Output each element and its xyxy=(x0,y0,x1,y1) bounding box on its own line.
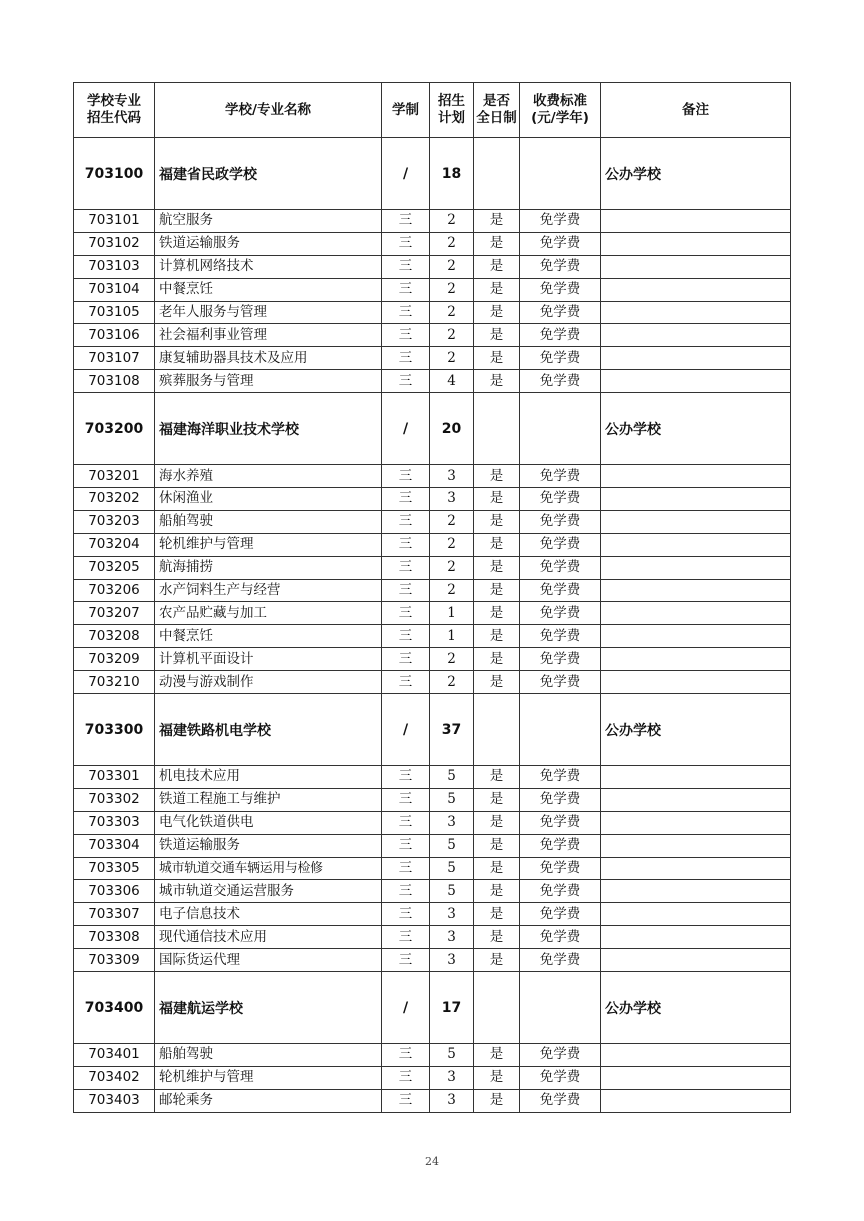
major-remark xyxy=(601,1089,791,1112)
major-code: 703302 xyxy=(74,788,155,811)
major-row xyxy=(74,880,791,903)
major-plan: 1 xyxy=(430,625,474,648)
major-fee: 免学费 xyxy=(520,880,601,903)
school-fulltime-empty xyxy=(474,138,520,210)
major-row xyxy=(74,255,791,278)
major-name: 计算机网络技术 xyxy=(155,255,382,278)
enrollment-table-container xyxy=(73,82,790,1113)
major-name: 铁道运输服务 xyxy=(155,232,382,255)
major-remark xyxy=(601,880,791,903)
school-fee-empty xyxy=(520,972,601,1044)
major-fulltime: 是 xyxy=(474,510,520,533)
major-row xyxy=(74,370,791,393)
major-row xyxy=(74,1044,791,1067)
major-code: 703304 xyxy=(74,834,155,857)
major-remark xyxy=(601,347,791,370)
major-code: 703210 xyxy=(74,671,155,694)
header-system-label: 学制 xyxy=(392,101,419,118)
major-system: 三 xyxy=(382,949,430,972)
major-fulltime: 是 xyxy=(474,1044,520,1067)
header-fulltime xyxy=(474,83,520,138)
header-plan xyxy=(430,83,474,138)
major-remark xyxy=(601,232,791,255)
major-plan: 2 xyxy=(430,301,474,324)
major-fee: 免学费 xyxy=(520,370,601,393)
major-fee: 免学费 xyxy=(520,301,601,324)
major-fee: 免学费 xyxy=(520,671,601,694)
major-name: 中餐烹饪 xyxy=(155,278,382,301)
major-plan: 2 xyxy=(430,556,474,579)
major-remark xyxy=(601,625,791,648)
major-system: 三 xyxy=(382,648,430,671)
major-fee: 免学费 xyxy=(520,556,601,579)
major-fulltime: 是 xyxy=(474,671,520,694)
school-plan: 17 xyxy=(430,972,474,1044)
major-remark xyxy=(601,370,791,393)
major-fulltime: 是 xyxy=(474,533,520,556)
major-row xyxy=(74,465,791,488)
major-code: 703201 xyxy=(74,465,155,488)
major-code: 703103 xyxy=(74,255,155,278)
major-code: 703301 xyxy=(74,766,155,789)
major-fulltime: 是 xyxy=(474,834,520,857)
school-system: / xyxy=(382,393,430,465)
major-remark xyxy=(601,788,791,811)
major-fee: 免学费 xyxy=(520,857,601,880)
school-name: 福建海洋职业技术学校 xyxy=(155,393,382,465)
major-name: 现代通信技术应用 xyxy=(155,926,382,949)
major-plan: 2 xyxy=(430,210,474,233)
major-row xyxy=(74,903,791,926)
major-remark xyxy=(601,533,791,556)
major-system: 三 xyxy=(382,834,430,857)
school-fulltime-empty xyxy=(474,694,520,766)
major-plan: 3 xyxy=(430,465,474,488)
school-remark: 公办学校 xyxy=(601,694,791,766)
major-system: 三 xyxy=(382,510,430,533)
major-plan: 2 xyxy=(430,671,474,694)
major-fulltime: 是 xyxy=(474,556,520,579)
major-name: 电气化铁道供电 xyxy=(155,811,382,834)
major-plan: 1 xyxy=(430,602,474,625)
header-code xyxy=(74,83,155,138)
major-fulltime: 是 xyxy=(474,579,520,602)
major-fulltime: 是 xyxy=(474,232,520,255)
major-code: 703307 xyxy=(74,903,155,926)
major-system: 三 xyxy=(382,602,430,625)
major-fee: 免学费 xyxy=(520,579,601,602)
major-fulltime: 是 xyxy=(474,926,520,949)
major-name: 社会福利事业管理 xyxy=(155,324,382,347)
page-number: 24 xyxy=(425,1155,439,1168)
header-plan-label: 招生 计划 xyxy=(438,93,465,126)
major-code: 703401 xyxy=(74,1044,155,1067)
major-fee: 免学费 xyxy=(520,465,601,488)
major-fulltime: 是 xyxy=(474,370,520,393)
major-system: 三 xyxy=(382,210,430,233)
major-system: 三 xyxy=(382,788,430,811)
major-plan: 3 xyxy=(430,949,474,972)
major-name: 康复辅助器具技术及应用 xyxy=(155,347,382,370)
major-remark xyxy=(601,602,791,625)
major-fulltime: 是 xyxy=(474,949,520,972)
major-name: 机电技术应用 xyxy=(155,766,382,789)
major-plan: 3 xyxy=(430,903,474,926)
major-system: 三 xyxy=(382,370,430,393)
major-fee: 免学费 xyxy=(520,811,601,834)
header-remark xyxy=(601,83,791,138)
major-plan: 4 xyxy=(430,370,474,393)
major-fulltime: 是 xyxy=(474,880,520,903)
header-code-label: 学校专业 招生代码 xyxy=(87,93,141,126)
major-remark xyxy=(601,1044,791,1067)
major-plan: 2 xyxy=(430,533,474,556)
header-system xyxy=(382,83,430,138)
major-code: 703101 xyxy=(74,210,155,233)
major-row xyxy=(74,347,791,370)
major-fulltime: 是 xyxy=(474,857,520,880)
major-code: 703108 xyxy=(74,370,155,393)
major-name: 航空服务 xyxy=(155,210,382,233)
major-code: 703102 xyxy=(74,232,155,255)
major-remark xyxy=(601,766,791,789)
major-remark xyxy=(601,1066,791,1089)
major-plan: 3 xyxy=(430,488,474,511)
major-code: 703309 xyxy=(74,949,155,972)
major-plan: 3 xyxy=(430,1066,474,1089)
major-remark xyxy=(601,556,791,579)
major-system: 三 xyxy=(382,880,430,903)
header-remark-label: 备注 xyxy=(682,101,709,118)
major-name: 邮轮乘务 xyxy=(155,1089,382,1112)
school-row xyxy=(74,393,791,465)
major-code: 703104 xyxy=(74,278,155,301)
major-remark xyxy=(601,857,791,880)
major-name: 船舶驾驶 xyxy=(155,510,382,533)
major-plan: 2 xyxy=(430,232,474,255)
table-header-row xyxy=(74,83,791,138)
major-fulltime: 是 xyxy=(474,788,520,811)
major-row xyxy=(74,278,791,301)
major-row xyxy=(74,488,791,511)
major-row xyxy=(74,857,791,880)
major-plan: 5 xyxy=(430,788,474,811)
major-code: 703402 xyxy=(74,1066,155,1089)
major-fee: 免学费 xyxy=(520,510,601,533)
major-fulltime: 是 xyxy=(474,1066,520,1089)
major-name: 计算机平面设计 xyxy=(155,648,382,671)
major-row xyxy=(74,1066,791,1089)
major-plan: 5 xyxy=(430,880,474,903)
major-fee: 免学费 xyxy=(520,255,601,278)
major-remark xyxy=(601,488,791,511)
major-fee: 免学费 xyxy=(520,766,601,789)
major-remark xyxy=(601,811,791,834)
major-fee: 免学费 xyxy=(520,1044,601,1067)
major-name: 城市轨道交通车辆运用与检修 xyxy=(155,857,382,880)
major-system: 三 xyxy=(382,488,430,511)
major-row xyxy=(74,556,791,579)
major-row xyxy=(74,625,791,648)
major-row xyxy=(74,788,791,811)
major-remark xyxy=(601,579,791,602)
header-fee xyxy=(520,83,601,138)
major-system: 三 xyxy=(382,465,430,488)
major-name: 动漫与游戏制作 xyxy=(155,671,382,694)
major-name: 轮机维护与管理 xyxy=(155,533,382,556)
school-code: 703400 xyxy=(74,972,155,1044)
major-name: 海水养殖 xyxy=(155,465,382,488)
major-system: 三 xyxy=(382,857,430,880)
major-plan: 5 xyxy=(430,1044,474,1067)
major-fee: 免学费 xyxy=(520,1089,601,1112)
major-fee: 免学费 xyxy=(520,903,601,926)
major-remark xyxy=(601,278,791,301)
major-name: 农产品贮藏与加工 xyxy=(155,602,382,625)
major-fulltime: 是 xyxy=(474,602,520,625)
major-system: 三 xyxy=(382,926,430,949)
school-system: / xyxy=(382,138,430,210)
major-system: 三 xyxy=(382,579,430,602)
school-row xyxy=(74,138,791,210)
major-system: 三 xyxy=(382,1044,430,1067)
major-fee: 免学费 xyxy=(520,648,601,671)
major-name: 国际货运代理 xyxy=(155,949,382,972)
major-remark xyxy=(601,255,791,278)
major-row xyxy=(74,1089,791,1112)
major-code: 703207 xyxy=(74,602,155,625)
major-fee: 免学费 xyxy=(520,834,601,857)
major-row xyxy=(74,232,791,255)
major-system: 三 xyxy=(382,671,430,694)
major-row xyxy=(74,602,791,625)
school-system: / xyxy=(382,694,430,766)
major-row xyxy=(74,301,791,324)
school-fulltime-empty xyxy=(474,393,520,465)
major-name: 殡葬服务与管理 xyxy=(155,370,382,393)
school-row xyxy=(74,972,791,1044)
major-name: 电子信息技术 xyxy=(155,903,382,926)
major-system: 三 xyxy=(382,347,430,370)
major-code: 703305 xyxy=(74,857,155,880)
major-system: 三 xyxy=(382,324,430,347)
major-name: 城市轨道交通运营服务 xyxy=(155,880,382,903)
major-remark xyxy=(601,324,791,347)
major-plan: 2 xyxy=(430,255,474,278)
major-row xyxy=(74,766,791,789)
major-remark xyxy=(601,834,791,857)
school-fee-empty xyxy=(520,393,601,465)
major-plan: 2 xyxy=(430,648,474,671)
major-fee: 免学费 xyxy=(520,1066,601,1089)
major-plan: 3 xyxy=(430,811,474,834)
major-code: 703106 xyxy=(74,324,155,347)
major-fee: 免学费 xyxy=(520,232,601,255)
major-system: 三 xyxy=(382,1066,430,1089)
major-name: 轮机维护与管理 xyxy=(155,1066,382,1089)
major-fee: 免学费 xyxy=(520,210,601,233)
major-fee: 免学费 xyxy=(520,533,601,556)
major-row xyxy=(74,671,791,694)
school-fee-empty xyxy=(520,694,601,766)
major-plan: 3 xyxy=(430,1089,474,1112)
major-name: 中餐烹饪 xyxy=(155,625,382,648)
major-system: 三 xyxy=(382,301,430,324)
school-name: 福建航运学校 xyxy=(155,972,382,1044)
major-row xyxy=(74,533,791,556)
major-system: 三 xyxy=(382,903,430,926)
major-fulltime: 是 xyxy=(474,210,520,233)
header-fee-label: 收费标准 (元/学年) xyxy=(531,93,589,126)
header-name-label: 学校/专业名称 xyxy=(225,101,311,118)
major-remark xyxy=(601,903,791,926)
school-fulltime-empty xyxy=(474,972,520,1044)
major-name: 航海捕捞 xyxy=(155,556,382,579)
major-code: 703105 xyxy=(74,301,155,324)
major-plan: 5 xyxy=(430,857,474,880)
major-remark xyxy=(601,301,791,324)
major-code: 703107 xyxy=(74,347,155,370)
school-plan: 18 xyxy=(430,138,474,210)
enrollment-table xyxy=(73,82,791,1113)
school-fee-empty xyxy=(520,138,601,210)
major-system: 三 xyxy=(382,232,430,255)
major-fee: 免学费 xyxy=(520,488,601,511)
school-system: / xyxy=(382,972,430,1044)
major-remark xyxy=(601,465,791,488)
school-code: 703200 xyxy=(74,393,155,465)
major-system: 三 xyxy=(382,811,430,834)
major-name: 铁道工程施工与维护 xyxy=(155,788,382,811)
major-plan: 2 xyxy=(430,278,474,301)
major-system: 三 xyxy=(382,1089,430,1112)
major-system: 三 xyxy=(382,533,430,556)
school-plan: 20 xyxy=(430,393,474,465)
major-fulltime: 是 xyxy=(474,903,520,926)
school-row xyxy=(74,694,791,766)
school-plan: 37 xyxy=(430,694,474,766)
major-remark xyxy=(601,926,791,949)
major-code: 703306 xyxy=(74,880,155,903)
school-name: 福建省民政学校 xyxy=(155,138,382,210)
major-remark xyxy=(601,671,791,694)
major-name: 休闲渔业 xyxy=(155,488,382,511)
major-fulltime: 是 xyxy=(474,488,520,511)
major-code: 703208 xyxy=(74,625,155,648)
major-row xyxy=(74,510,791,533)
major-plan: 5 xyxy=(430,766,474,789)
major-fee: 免学费 xyxy=(520,278,601,301)
major-fulltime: 是 xyxy=(474,301,520,324)
major-system: 三 xyxy=(382,766,430,789)
major-row xyxy=(74,834,791,857)
major-fulltime: 是 xyxy=(474,811,520,834)
major-fee: 免学费 xyxy=(520,926,601,949)
major-plan: 2 xyxy=(430,579,474,602)
header-name xyxy=(155,83,382,138)
major-name: 老年人服务与管理 xyxy=(155,301,382,324)
major-system: 三 xyxy=(382,255,430,278)
major-fee: 免学费 xyxy=(520,347,601,370)
major-system: 三 xyxy=(382,278,430,301)
major-fee: 免学费 xyxy=(520,949,601,972)
major-fee: 免学费 xyxy=(520,788,601,811)
major-plan: 2 xyxy=(430,347,474,370)
major-plan: 5 xyxy=(430,834,474,857)
major-remark xyxy=(601,648,791,671)
major-plan: 2 xyxy=(430,324,474,347)
school-code: 703300 xyxy=(74,694,155,766)
major-remark xyxy=(601,510,791,533)
major-fee: 免学费 xyxy=(520,324,601,347)
major-remark xyxy=(601,949,791,972)
major-system: 三 xyxy=(382,556,430,579)
major-row xyxy=(74,811,791,834)
major-row xyxy=(74,324,791,347)
major-name: 船舶驾驶 xyxy=(155,1044,382,1067)
major-fulltime: 是 xyxy=(474,766,520,789)
major-code: 703303 xyxy=(74,811,155,834)
major-fulltime: 是 xyxy=(474,347,520,370)
major-fulltime: 是 xyxy=(474,278,520,301)
major-row xyxy=(74,648,791,671)
major-code: 703308 xyxy=(74,926,155,949)
school-remark: 公办学校 xyxy=(601,972,791,1044)
major-code: 703205 xyxy=(74,556,155,579)
major-code: 703209 xyxy=(74,648,155,671)
major-plan: 2 xyxy=(430,510,474,533)
school-code: 703100 xyxy=(74,138,155,210)
major-code: 703403 xyxy=(74,1089,155,1112)
major-name: 水产饲料生产与经营 xyxy=(155,579,382,602)
major-fulltime: 是 xyxy=(474,255,520,278)
major-row xyxy=(74,579,791,602)
major-fulltime: 是 xyxy=(474,465,520,488)
major-fee: 免学费 xyxy=(520,625,601,648)
major-fulltime: 是 xyxy=(474,1089,520,1112)
major-fulltime: 是 xyxy=(474,324,520,347)
major-row xyxy=(74,926,791,949)
header-fulltime-label: 是否 全日制 xyxy=(476,93,517,126)
major-fulltime: 是 xyxy=(474,625,520,648)
school-remark: 公办学校 xyxy=(601,138,791,210)
major-code: 703202 xyxy=(74,488,155,511)
major-fee: 免学费 xyxy=(520,602,601,625)
major-remark xyxy=(601,210,791,233)
major-code: 703204 xyxy=(74,533,155,556)
major-system: 三 xyxy=(382,625,430,648)
major-row xyxy=(74,949,791,972)
school-remark: 公办学校 xyxy=(601,393,791,465)
major-name: 铁道运输服务 xyxy=(155,834,382,857)
school-name: 福建铁路机电学校 xyxy=(155,694,382,766)
major-row xyxy=(74,210,791,233)
major-code: 703206 xyxy=(74,579,155,602)
major-fulltime: 是 xyxy=(474,648,520,671)
major-code: 703203 xyxy=(74,510,155,533)
major-plan: 3 xyxy=(430,926,474,949)
